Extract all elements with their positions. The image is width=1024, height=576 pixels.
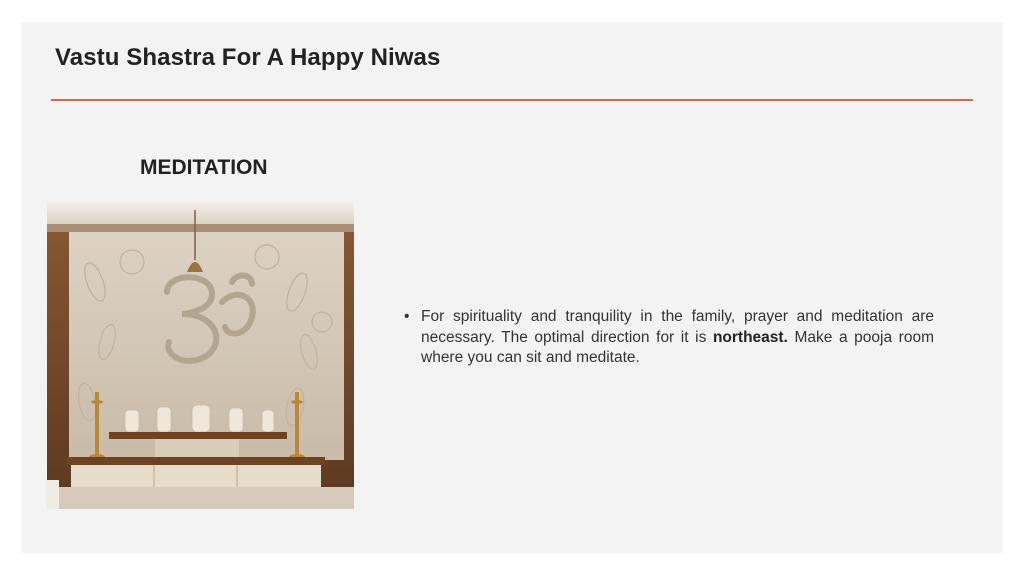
pooja-room-photo: [47, 202, 354, 509]
section-heading: MEDITATION: [140, 156, 268, 179]
list-item: [401, 307, 934, 369]
slide: [21, 22, 1003, 553]
bullet-text-end: Make a pooja room where you can sit and meditate.: [421, 328, 934, 366]
bullet-list: [401, 307, 934, 369]
title-divider: [51, 99, 973, 101]
bullet-marker: •: [404, 308, 410, 325]
bullet-text-start: For spirituality and tranquility in the family, prayer and meditation are necessary. The optimal direction for it is: [421, 308, 934, 346]
bullet-text: [421, 307, 934, 369]
slide-title: Vastu Shastra For A Happy Niwas: [55, 44, 441, 71]
bullet-bold-direction: northeast.: [712, 328, 788, 346]
